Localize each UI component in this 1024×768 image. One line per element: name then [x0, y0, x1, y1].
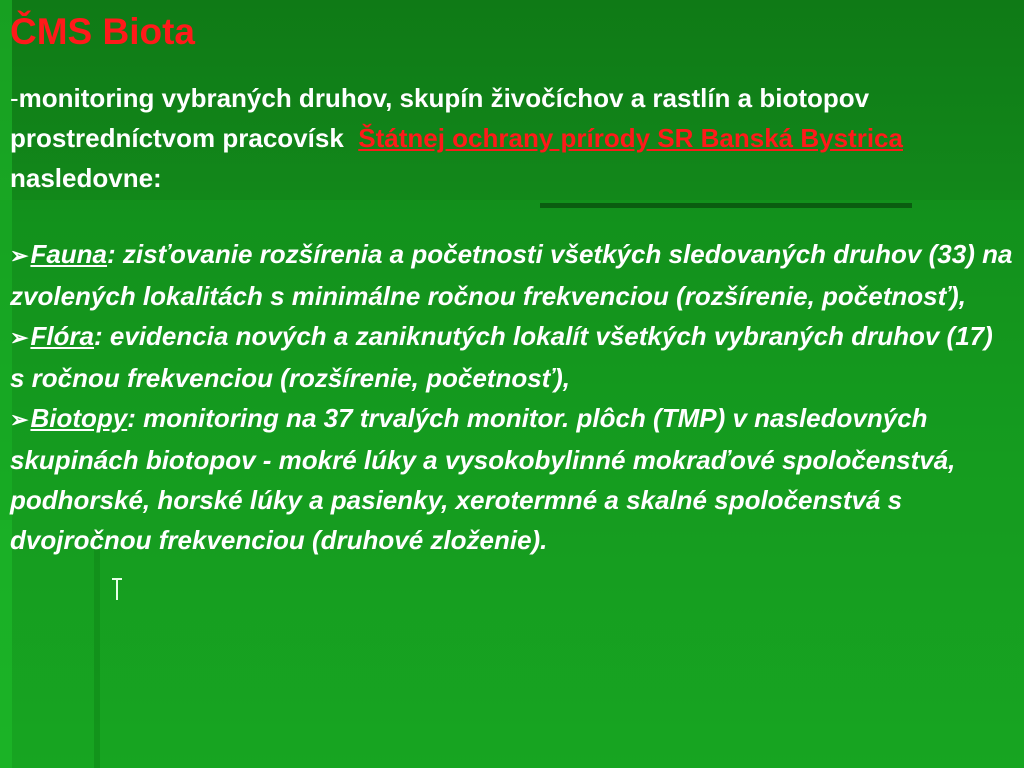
intro-text: monitoring vybraných druhov, skupín živočíchov a rastlín a biotopov prostredníctvom pracovísk	[10, 83, 877, 153]
intro-paragraph	[10, 78, 1014, 198]
monitoring-list	[10, 234, 1014, 560]
arrow-bullet-icon: ➢	[10, 325, 29, 350]
list-item-flora	[10, 316, 1014, 398]
term-flora: Flóra	[30, 321, 95, 351]
list-item-fauna	[10, 234, 1014, 316]
arrow-bullet-icon: ➢	[10, 407, 29, 432]
arrow-bullet-icon: ➢	[10, 243, 29, 268]
item-text: : zisťovanie rozšírenia a početnosti všetkých sledovaných druhov (33) na zvolených lokalitách s minimálne ročnou frekvenciou (rozšírenie, početnosť),	[10, 239, 1013, 311]
item-text: : monitoring na 37 trvalých monitor. plôch (TMP) v nasledovných skupinách biotopov - mokré lúky a vysokobylinné mokraďové spoločenstvá, podhorské, horské lúky a pasienky, xerotermné a skalné spoločenstvá s dvojročnou frekvenciou (druhové zloženie).	[10, 403, 956, 555]
organization-link[interactable]: Štátnej ochrany prírody SR Banská Bystrica	[358, 123, 903, 153]
background-vertical-line	[94, 530, 100, 768]
intro-dash: -	[10, 83, 19, 113]
intro-text-end: nasledovne:	[10, 163, 162, 193]
term-biotopy: Biotopy	[30, 403, 128, 433]
term-fauna: Fauna	[30, 239, 108, 269]
slide-title: ČMS Biota	[10, 11, 195, 52]
item-text: : evidencia nových a zaniknutých lokalít všetkých vybraných druhov (17) s ročnou frekvenciou (rozšírenie, početnosť),	[10, 321, 993, 393]
list-item-biotopy	[10, 398, 1014, 560]
text-cursor-icon	[112, 578, 122, 600]
slide-content	[10, 10, 1014, 560]
